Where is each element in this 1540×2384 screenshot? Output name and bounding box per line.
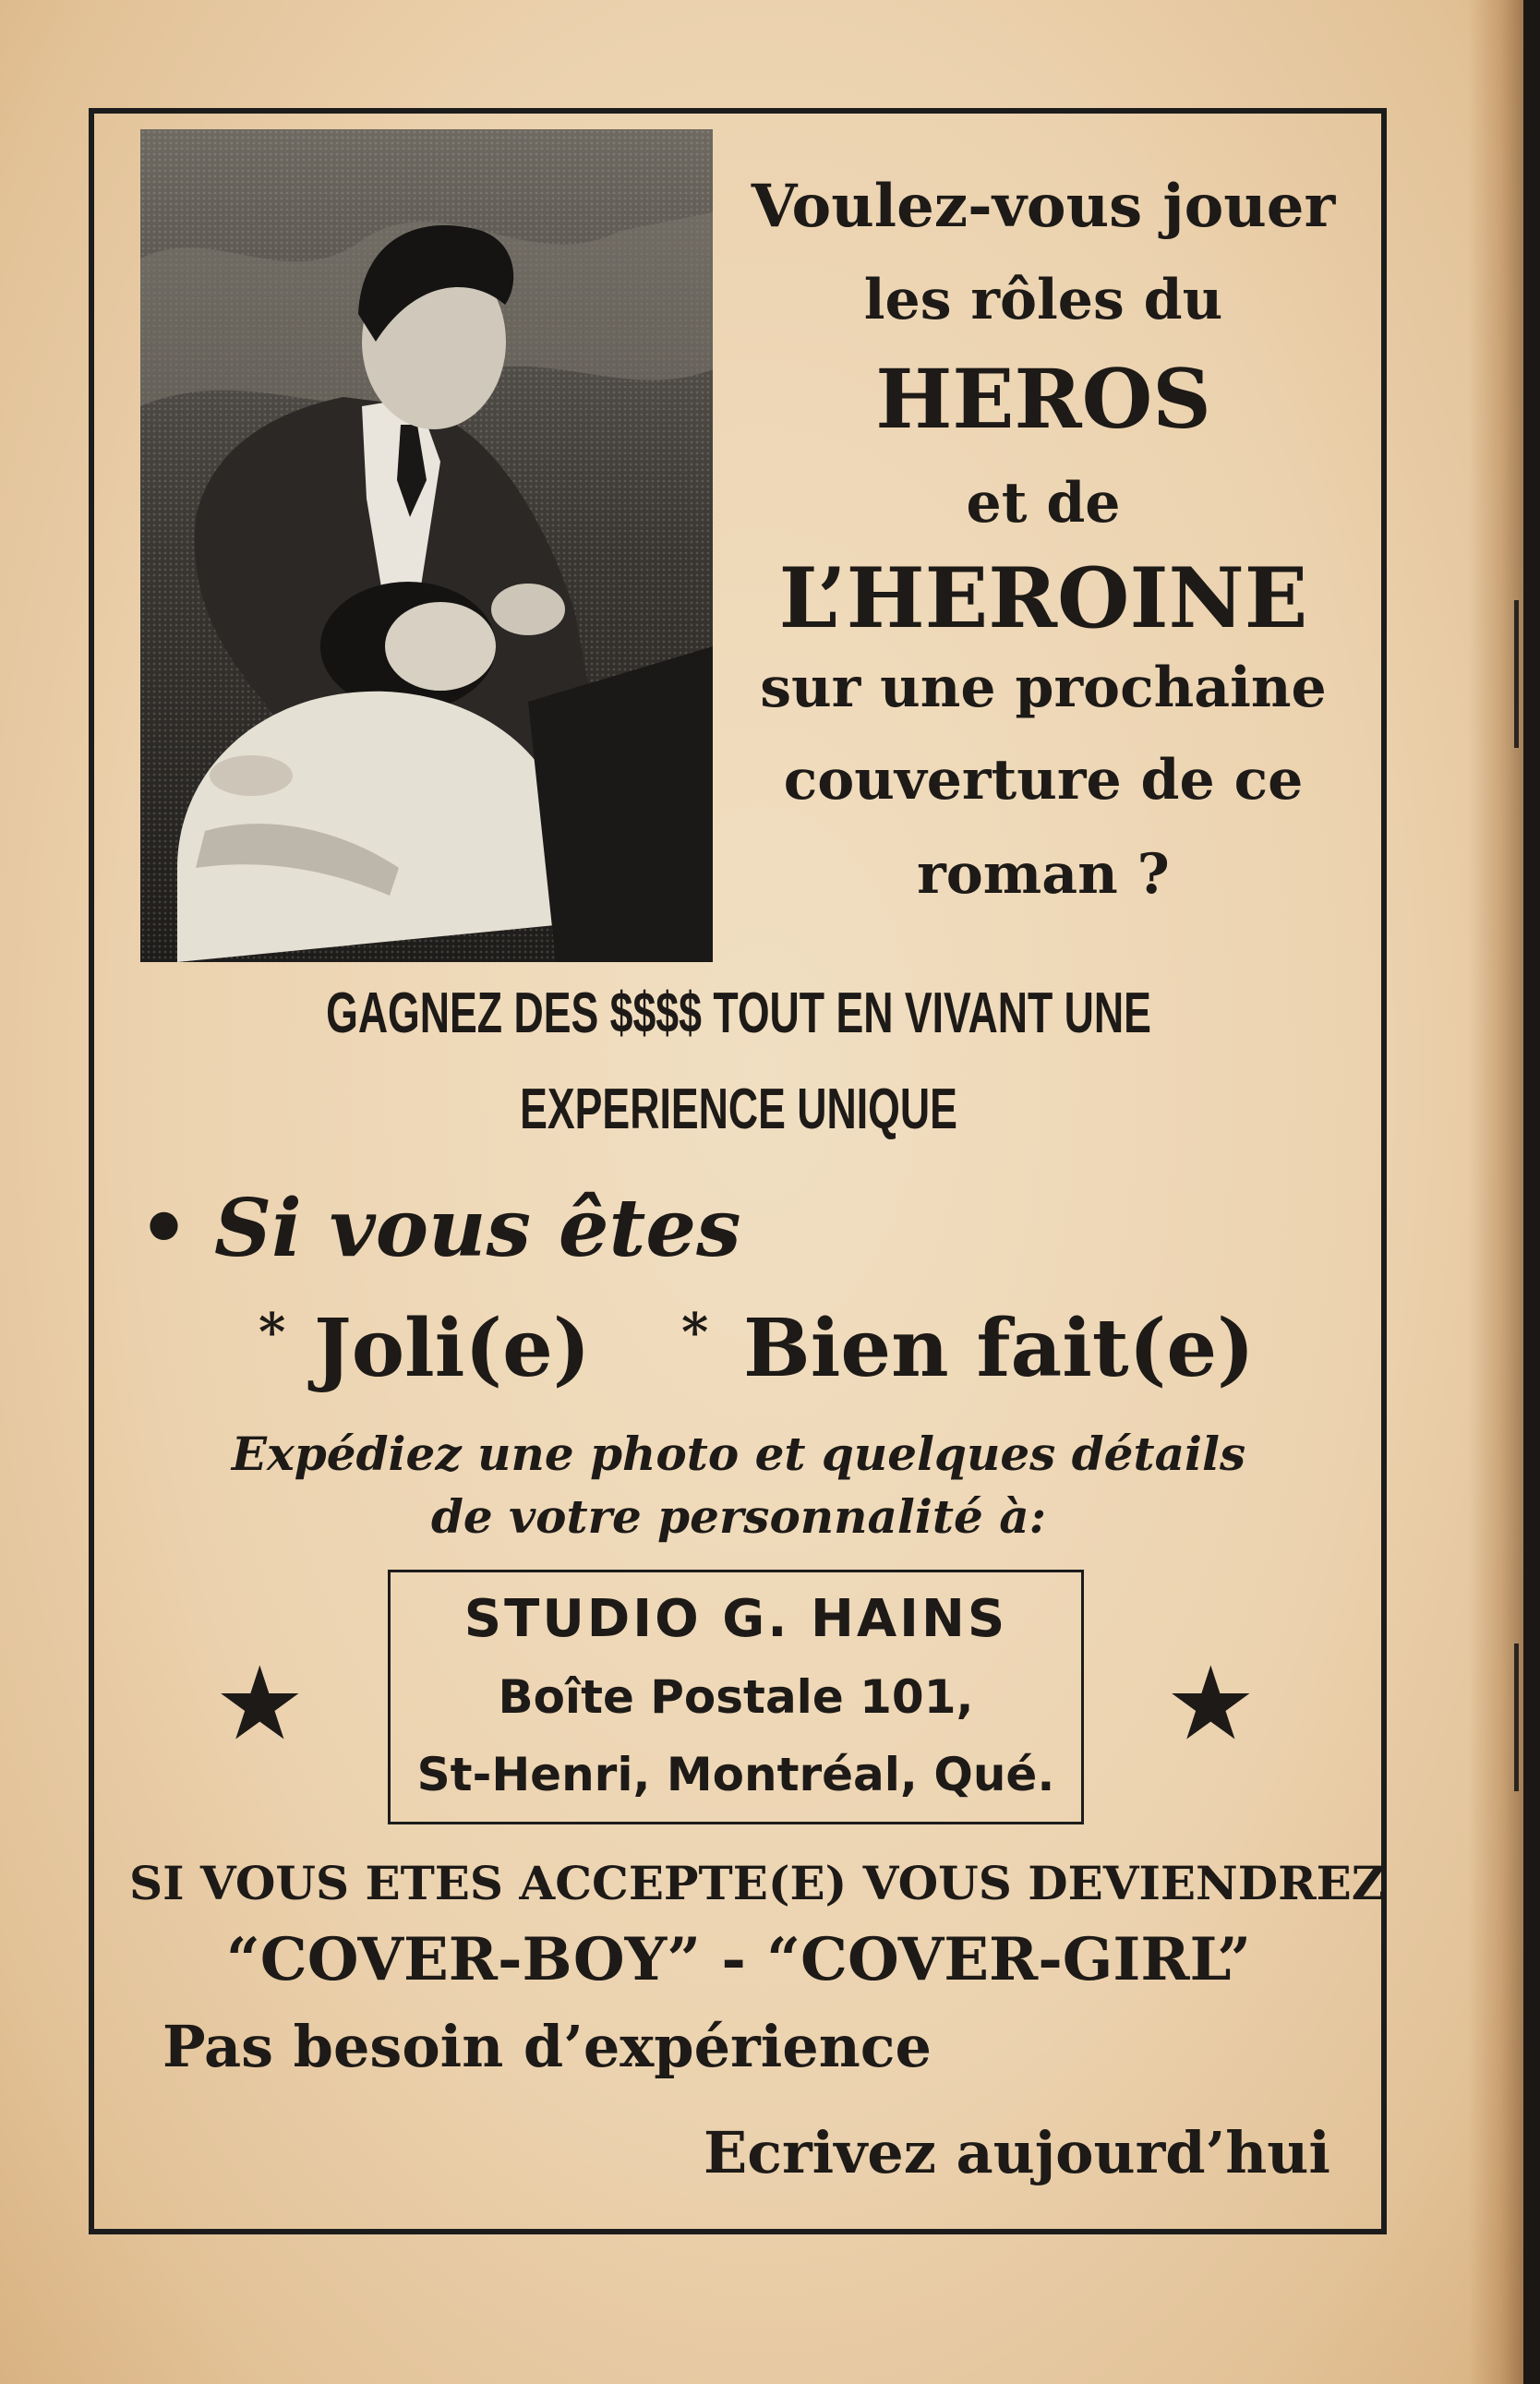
star-left-icon: ★	[214, 1644, 306, 1763]
promo-line-2: EXPERIENCE UNIQUE	[520, 1078, 957, 1141]
star-right-icon: ★	[1165, 1644, 1257, 1763]
fold-mark-bottom	[1514, 1644, 1519, 1791]
quality-marker-2: *	[681, 1302, 709, 1363]
instructions-line-2: de votre personnalité à:	[430, 1489, 1047, 1544]
headline-line-2: les rôles du	[863, 268, 1223, 332]
headline-heros: HEROS	[875, 351, 1211, 447]
headline-heroine: L’HEROINE	[778, 549, 1308, 647]
quality-joli: Joli(e)	[314, 1302, 591, 1395]
write-today-line: Ecrivez aujourd’hui	[704, 2119, 1330, 2186]
quality-marker-1: *	[259, 1302, 286, 1363]
headline-line-6: sur une prochaine	[760, 656, 1327, 720]
address-city: St-Henri, Montréal, Qué.	[416, 1748, 1055, 1801]
address-studio-name: STUDIO G. HAINS	[463, 1589, 1008, 1649]
address-po-box: Boîte Postale 101,	[498, 1670, 974, 1724]
instructions-line-1: Expédiez une photo et quelques détails	[231, 1427, 1246, 1481]
cover-line: “COVER-BOY” - “COVER-GIRL”	[225, 1925, 1252, 1994]
no-experience-line: Pas besoin d’expérience	[162, 2013, 932, 2080]
page-edge-shadow	[1468, 0, 1523, 2384]
promo-line-1: GAGNEZ DES $$$$ TOUT EN VIVANT UNE	[326, 981, 1151, 1045]
quality-bien-fait: Bien fait(e)	[743, 1302, 1255, 1395]
fold-mark-top	[1514, 600, 1519, 748]
couple-photo	[140, 129, 713, 962]
headline-line-8: roman ?	[917, 842, 1170, 907]
address-box	[388, 1570, 1084, 1824]
if-you-are-text: Si vous êtes	[214, 1182, 741, 1275]
accepted-line: SI VOUS ETES ACCEPTE(E) VOUS DEVIENDREZ	[129, 1856, 1386, 1910]
bullet-dot: •	[138, 1182, 189, 1275]
couple-photo-illustration	[140, 129, 713, 962]
headline-line-4: et de	[966, 471, 1121, 536]
headline-line-7: couverture de ce	[783, 748, 1304, 813]
headline-line-1: Voulez-vous jouer	[751, 172, 1336, 241]
